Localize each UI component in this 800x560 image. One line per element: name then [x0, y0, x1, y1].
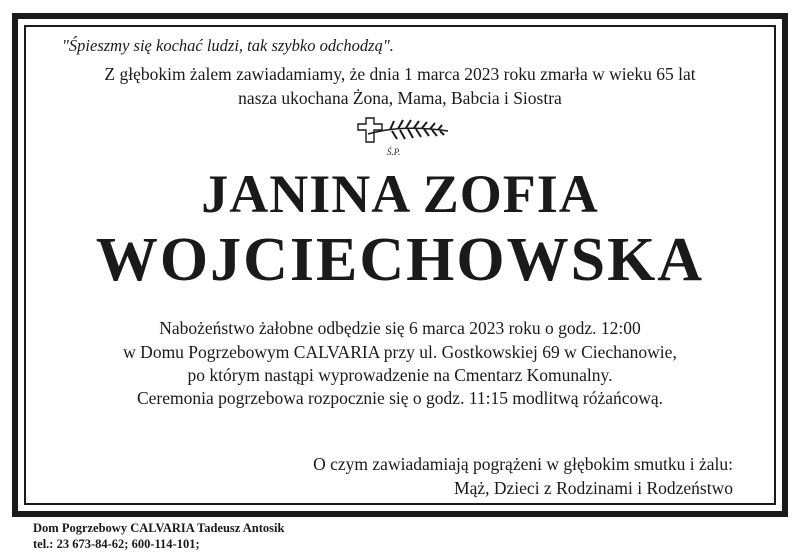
service-line-2: w Domu Pogrzebowym CALVARIA przy ul. Gostkowskiej 69 w Ciechanowie, [123, 342, 677, 362]
funeral-home-name: Dom Pogrzebowy CALVARIA Tadeusz Antosik [33, 521, 285, 535]
deceased-first-names: JANINA ZOFIA [201, 164, 599, 224]
service-line-4: Ceremonia pogrzebowa rozpocznie się o godz. 11:15 modlitwą różańcową. [136, 388, 664, 408]
mourners-list: Mąż, Dzieci z Rodzinami i Rodzeństwo [454, 478, 733, 498]
announcement-line-1: Z głębokim żalem zawiadamiamy, że dnia 1 marca 2023 roku zmarła w wieku 65 lat [104, 64, 696, 84]
cross-with-palm-branch-icon [354, 112, 452, 158]
emblem-text: Ś.P. [387, 147, 401, 157]
funeral-home-phone: tel.: 23 673-84-62; 600-114-101; [33, 537, 200, 551]
deceased-surname: WOJCIECHOWSKA [95, 226, 705, 294]
mourners-intro: O czym zawiadamiają pogrążeni w głębokim smutku i żalu: [313, 454, 733, 474]
announcement-line-2: nasza ukochana Żona, Mama, Babcia i Siostra [238, 88, 562, 108]
motto-quote: "Śpieszmy się kochać ludzi, tak szybko odchodzą". [62, 36, 394, 55]
service-line-1: Nabożeństwo żałobne odbędzie się 6 marca 2023 roku o godz. 12:00 [159, 318, 641, 338]
service-line-3: po którym nastąpi wyprowadzenie na Cmentarz Komunalny. [187, 365, 613, 385]
